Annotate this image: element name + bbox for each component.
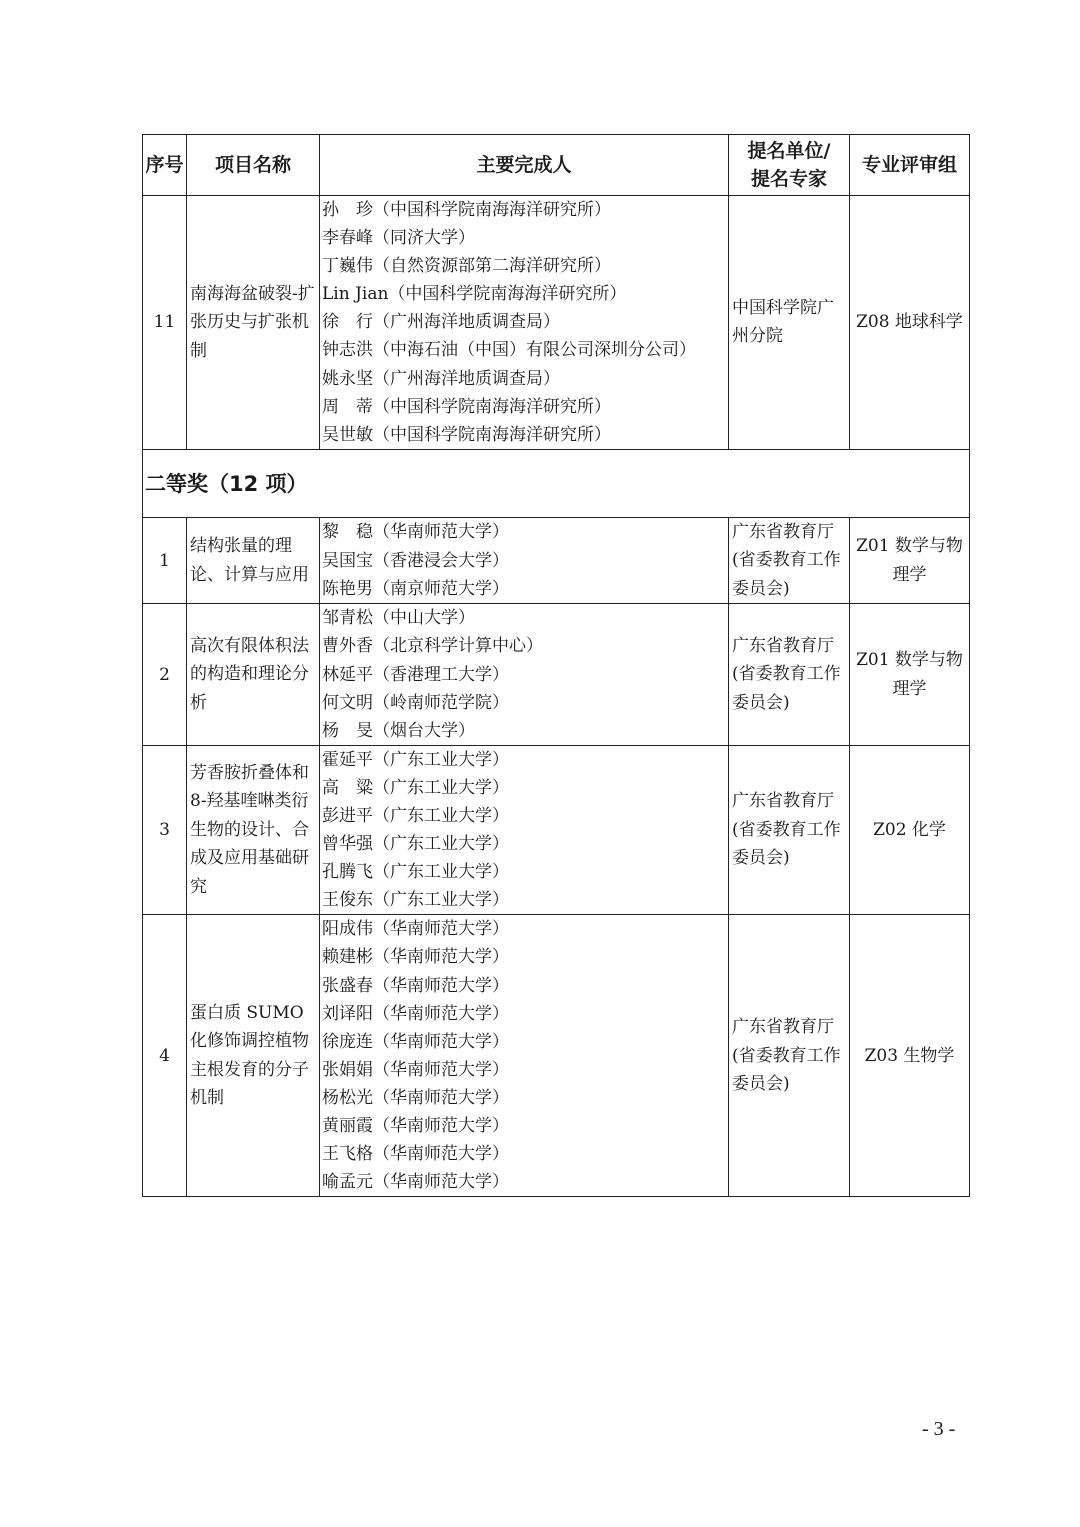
header-project: 项目名称	[187, 135, 320, 196]
person-entry: 丁巍伟（自然资源部第二海洋研究所）	[322, 256, 611, 277]
person-entry: Lin Jian（中国科学院南海海洋研究所）	[322, 284, 627, 305]
nominating-unit: 中国科学院广州分院	[729, 196, 850, 450]
person-entry: 王俊东（广东工业大学）	[322, 890, 509, 911]
person-entry: 邹青松（中山大学）	[322, 608, 475, 629]
table-row	[143, 517, 970, 604]
row-number: 4	[143, 915, 187, 1197]
person-entry: 张盛春（华南师范大学）	[322, 975, 509, 996]
person-entry: 周 蒂（中国科学院南海海洋研究所）	[322, 396, 611, 417]
row-number: 1	[143, 517, 187, 604]
person-entry: 张娟娟（华南师范大学）	[322, 1059, 509, 1080]
people-list	[320, 915, 729, 1197]
person-entry: 杨 旻（烟台大学）	[322, 720, 475, 741]
person-entry: 林延平（香港理工大学）	[322, 664, 509, 685]
person-entry: 霍延平（广东工业大学）	[322, 749, 509, 770]
person-entry: 吴国宝（香港浸会大学）	[322, 550, 509, 571]
project-name: 结构张量的理论、计算与应用	[187, 517, 320, 604]
person-entry: 赖建彬（华南师范大学）	[322, 947, 509, 968]
page-number: - 3 -	[922, 1418, 956, 1440]
people-list	[320, 604, 729, 745]
person-entry: 黎 稳（华南师范大学）	[322, 522, 509, 543]
person-entry: 阳成伟（华南师范大学）	[322, 919, 509, 940]
person-entry: 吴世敏（中国科学院南海海洋研究所）	[322, 424, 611, 445]
nominating-unit: 广东省教育厅(省委教育工作委员会)	[729, 745, 850, 915]
row-number: 11	[143, 196, 187, 450]
header-unit	[729, 135, 850, 196]
project-name: 南海海盆破裂-扩张历史与扩张机制	[187, 196, 320, 450]
person-entry: 何文明（岭南师范学院）	[322, 692, 509, 713]
people-list	[320, 745, 729, 915]
person-entry: 彭进平（广东工业大学）	[322, 806, 509, 826]
person-entry: 孙 珍（中国科学院南海海洋研究所）	[322, 200, 611, 220]
person-entry: 喻孟元（华南师范大学）	[322, 1172, 509, 1193]
person-entry: 徐庞连（华南师范大学）	[322, 1031, 509, 1052]
person-entry: 刘译阳（华南师范大学）	[322, 1003, 509, 1024]
person-entry: 钟志洪（中海石油（中国）有限公司深圳分公司）	[322, 340, 696, 361]
section-title: 二等奖（12 项）	[143, 449, 970, 517]
header-unit-line1: 提名单位/	[747, 140, 831, 162]
nominating-unit: 广东省教育厅(省委教育工作委员会)	[729, 517, 850, 604]
person-entry: 王飞格（华南师范大学）	[322, 1144, 509, 1165]
award-table	[142, 134, 970, 1197]
person-entry: 李春峰（同济大学）	[322, 228, 475, 249]
person-entry: 高 粱（广东工业大学）	[322, 777, 509, 798]
person-entry: 陈艳男（南京师范大学）	[322, 578, 509, 599]
table-row	[143, 915, 970, 1197]
person-entry: 姚永坚（广州海洋地质调查局）	[322, 368, 560, 389]
header-row	[143, 135, 970, 196]
review-group: Z08 地球科学	[850, 196, 970, 450]
person-entry: 曹外香（北京科学计算中心）	[322, 636, 543, 657]
review-group: Z02 化学	[850, 745, 970, 915]
person-entry: 黄丽霞（华南师范大学）	[322, 1116, 509, 1137]
table-row	[143, 745, 970, 915]
header-unit-line2: 提名专家	[750, 168, 827, 190]
person-entry: 杨松光（华南师范大学）	[322, 1087, 509, 1108]
row-number: 2	[143, 604, 187, 745]
header-group: 专业评审组	[850, 135, 970, 196]
project-name: 芳香胺折叠体和8-羟基喹啉类衍生物的设计、合成及应用基础研究	[187, 745, 320, 915]
nominating-unit: 广东省教育厅(省委教育工作委员会)	[729, 915, 850, 1197]
people-list	[320, 517, 729, 604]
section-row	[143, 449, 970, 517]
person-entry: 曾华强（广东工业大学）	[322, 834, 509, 855]
review-group: Z01 数学与物理学	[850, 517, 970, 604]
review-group: Z01 数学与物理学	[850, 604, 970, 745]
project-name: 高次有限体积法的构造和理论分析	[187, 604, 320, 745]
review-group: Z03 生物学	[850, 915, 970, 1197]
table-row	[143, 604, 970, 745]
nominating-unit: 广东省教育厅(省委教育工作委员会)	[729, 604, 850, 745]
project-name: 蛋白质 SUMO 化修饰调控植物主根发育的分子机制	[187, 915, 320, 1197]
table-row	[143, 196, 970, 450]
header-num: 序号	[143, 135, 187, 196]
first-rows	[143, 196, 970, 450]
section-rows	[143, 449, 970, 517]
people-list	[320, 196, 729, 450]
second-rows	[143, 517, 970, 1196]
person-entry: 孔腾飞（广东工业大学）	[322, 862, 509, 883]
person-entry: 徐 行（广州海洋地质调查局）	[322, 312, 560, 333]
header-people: 主要完成人	[320, 135, 729, 196]
row-number: 3	[143, 745, 187, 915]
